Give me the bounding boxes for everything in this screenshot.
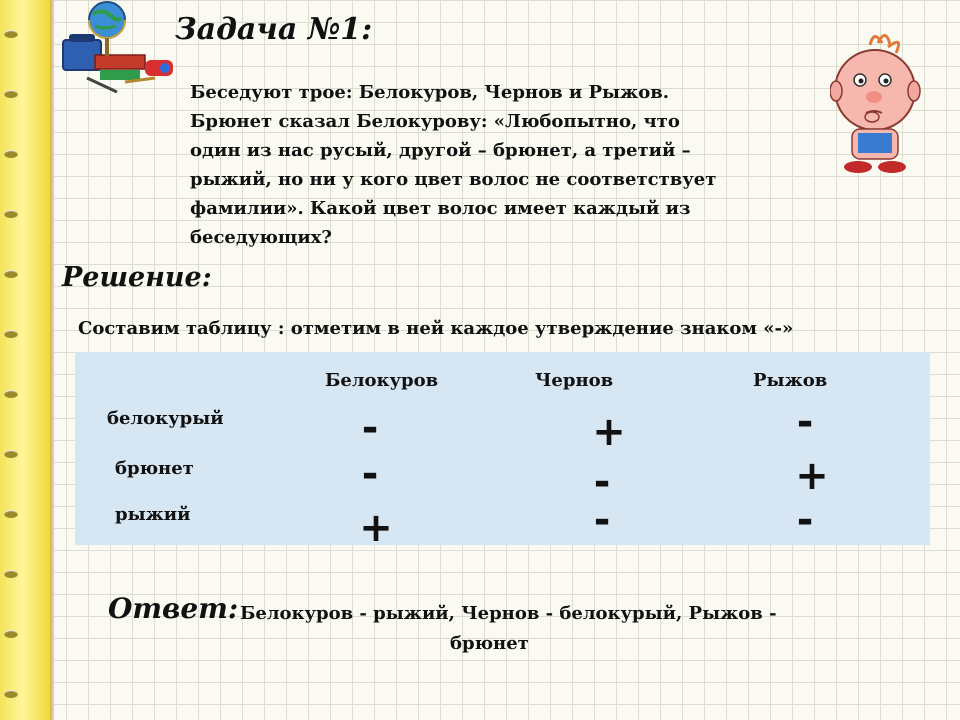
- table-cell: +: [359, 505, 393, 551]
- row-header-redhead: рыжий: [115, 504, 191, 525]
- table-cell: -: [796, 497, 814, 543]
- solution-heading: Решение:: [62, 262, 212, 293]
- problem-title: Задача №1:: [175, 12, 373, 47]
- margin-line: [52, 0, 54, 720]
- column-header-chernov: Чернов: [535, 370, 614, 391]
- instruction-text: Составим таблицу : отметим в ней каждое утверждение знаком «-»: [78, 318, 794, 339]
- column-header-ryzhov: Рыжов: [753, 370, 828, 391]
- school-supplies-globe-icon: [55, 0, 180, 100]
- row-header-blond: белокурый: [107, 408, 224, 429]
- problem-line: Брюнет сказал Белокурову: «Любопытно, что: [190, 111, 680, 132]
- problem-line: один из нас русый, другой – брюнет, а третий –: [190, 140, 691, 161]
- binder-ring: [4, 30, 18, 38]
- problem-line: фамилии». Какой цвет волос имеет каждый из: [190, 198, 691, 219]
- binder-ring: [4, 510, 18, 518]
- table-cell: -: [796, 399, 814, 445]
- binder-ring: [4, 270, 18, 278]
- row-header-brunette: брюнет: [115, 458, 194, 479]
- problem-line: рыжий, но ни у кого цвет волос не соответствует: [190, 169, 717, 190]
- table-cell: -: [593, 497, 611, 543]
- binder-ring: [4, 690, 18, 698]
- binder-ring: [4, 390, 18, 398]
- answer-label: Ответ:: [108, 592, 239, 625]
- table-cell: +: [592, 409, 626, 455]
- binder-ring: [4, 630, 18, 638]
- problem-line: Беседуют трое: Белокуров, Чернов и Рыжов.: [190, 82, 670, 103]
- binder-ring: [4, 210, 18, 218]
- table-cell: -: [593, 459, 611, 505]
- binder-ring: [4, 570, 18, 578]
- problem-line: беседующих?: [190, 227, 332, 248]
- binder-ring: [4, 450, 18, 458]
- notebook-binder: [0, 0, 52, 720]
- thinking-boy-icon: [830, 25, 930, 185]
- problem-text: [190, 78, 840, 252]
- answer-text-continued: брюнет: [450, 633, 529, 654]
- binder-ring: [4, 150, 18, 158]
- column-header-belokurov: Белокуров: [325, 370, 439, 391]
- logic-table: [75, 352, 930, 551]
- binder-ring: [4, 330, 18, 338]
- table-cell: +: [795, 453, 829, 499]
- table-cell: -: [361, 451, 379, 497]
- table-cell: -: [361, 405, 379, 451]
- answer-text: Белокуров - рыжий, Чернов - белокурый, Рыжов -: [240, 603, 777, 624]
- binder-ring: [4, 90, 18, 98]
